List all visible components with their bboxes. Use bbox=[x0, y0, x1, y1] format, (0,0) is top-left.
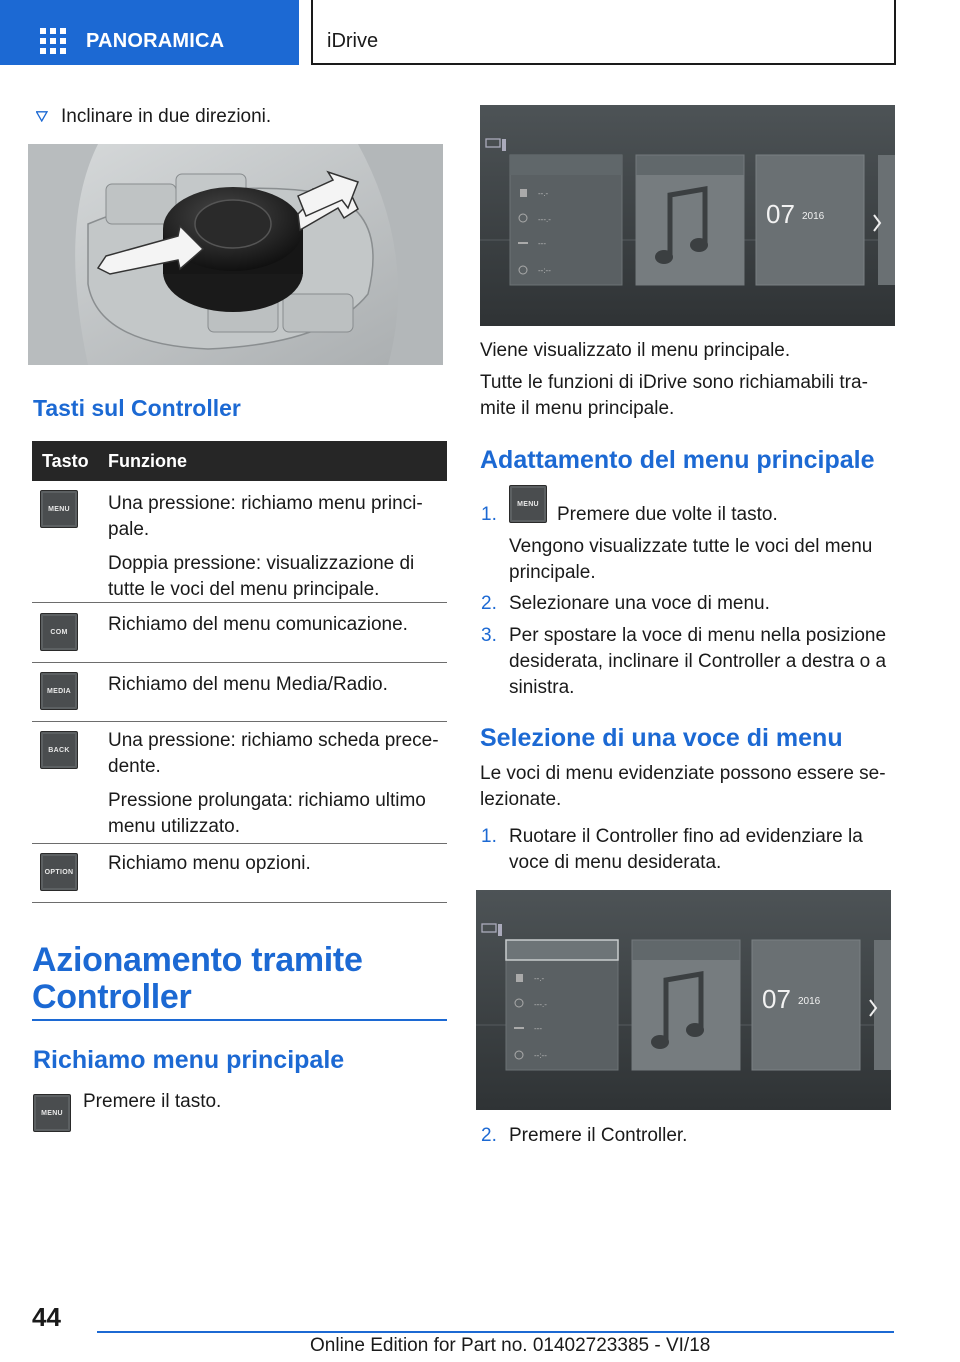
richiamo-heading: Richiamo menu principale bbox=[33, 1046, 345, 1074]
azionamento-heading bbox=[32, 942, 363, 1016]
screen-value: --.- bbox=[534, 974, 545, 983]
menu-key-icon: MENU bbox=[509, 485, 547, 523]
step-text: Premere il Controller. bbox=[509, 1125, 688, 1146]
step-number: 2. bbox=[481, 593, 497, 614]
step-text: Selezionare una voce di menu. bbox=[509, 593, 770, 614]
heading-line: Controller bbox=[32, 978, 192, 1016]
media-key-icon: MEDIA bbox=[40, 672, 78, 710]
step-text bbox=[509, 534, 872, 586]
adattamento-heading: Adattamento del menu principale bbox=[480, 446, 875, 474]
screen-year: 2016 bbox=[798, 996, 821, 1007]
text-line: sinistra. bbox=[509, 677, 575, 698]
section-label: iDrive bbox=[327, 30, 379, 52]
bullet-text: Inclinare in due direzioni. bbox=[61, 106, 272, 127]
footer-rule bbox=[97, 1331, 894, 1333]
table-header bbox=[32, 441, 447, 481]
row-line: dente. bbox=[108, 756, 161, 777]
row-line: Una pressione: richiamo menu princi- bbox=[108, 493, 423, 514]
com-key-icon: COM bbox=[40, 613, 78, 651]
text-line: desiderata, inclinare il Controller a destra o a bbox=[509, 651, 887, 672]
table-divider bbox=[32, 721, 447, 722]
screen-value: --- bbox=[538, 239, 546, 248]
text-line: Ruotare il Controller fino ad evidenziare la bbox=[509, 826, 863, 847]
page-number: 44 bbox=[32, 1302, 61, 1332]
table-row-func: Richiamo menu opzioni. bbox=[108, 853, 311, 874]
section-tab[interactable] bbox=[311, 0, 896, 65]
tasti-heading: Tasti sul Controller bbox=[33, 395, 241, 421]
screen-value: --.- bbox=[538, 189, 549, 198]
step-text bbox=[509, 824, 863, 876]
row-line: Doppia pressione: visualizzazione di bbox=[108, 553, 415, 574]
text-line: Tutte le funzioni di iDrive sono richiamabili tra- bbox=[480, 372, 868, 393]
table-divider bbox=[32, 602, 447, 603]
richiamo-text: Premere il tasto. bbox=[83, 1091, 222, 1112]
step-number: 2. bbox=[481, 1125, 497, 1146]
step-number: 3. bbox=[481, 625, 497, 646]
screen-value: --:-- bbox=[538, 266, 551, 275]
row-line: menu utilizzato. bbox=[108, 816, 241, 837]
table-row-func bbox=[108, 491, 423, 603]
screen-value: ---.- bbox=[538, 215, 551, 224]
heading-line: Azionamento tramite bbox=[32, 941, 363, 979]
text-line: mite il menu principale. bbox=[480, 398, 675, 419]
step-number: 1. bbox=[481, 826, 497, 847]
step-text bbox=[509, 623, 886, 701]
table-divider bbox=[32, 662, 447, 663]
row-line: Una pressione: richiamo scheda prece- bbox=[108, 730, 439, 751]
text-line: principale. bbox=[509, 562, 596, 583]
option-key-icon: OPTION bbox=[40, 853, 78, 891]
back-key-icon: BACK bbox=[40, 731, 78, 769]
row-line: pale. bbox=[108, 519, 150, 540]
selezione-text bbox=[480, 761, 886, 813]
screen-value: ---.- bbox=[534, 1000, 547, 1009]
tutte-text bbox=[480, 370, 868, 422]
screen-date: 07 bbox=[762, 984, 791, 1014]
text-line: Le voci di menu evidenziate possono essere se- bbox=[480, 763, 886, 784]
screen-date: 07 bbox=[766, 199, 795, 229]
selezione-heading: Selezione di una voce di menu bbox=[480, 724, 843, 752]
row-line: tutte le voci del menu principale. bbox=[108, 579, 380, 600]
col-key-header: Tasto bbox=[42, 451, 89, 471]
edition-text: Online Edition for Part no. 01402723385 - VI/18 bbox=[310, 1335, 711, 1356]
idrive-screen-2 bbox=[476, 890, 891, 1110]
col-func-header: Funzione bbox=[108, 451, 187, 471]
bullet-triangle-icon bbox=[36, 111, 48, 122]
table-row-func: Richiamo del menu comunicazione. bbox=[108, 614, 408, 635]
step-text: Premere due volte il tasto. bbox=[557, 504, 778, 525]
row-line: Pressione prolungata: richiamo ultimo bbox=[108, 790, 426, 811]
text-line: Vengono visualizzate tutte le voci del menu bbox=[509, 536, 873, 557]
screen-value: --- bbox=[534, 1024, 542, 1033]
viene-text: Viene visualizzato il menu principale. bbox=[480, 340, 791, 361]
heading-underline bbox=[32, 1019, 447, 1021]
table-row-func bbox=[108, 728, 439, 840]
menu-key-icon: MENU bbox=[33, 1094, 71, 1132]
menu-key-icon: MENU bbox=[40, 490, 78, 528]
controller-photo bbox=[28, 144, 443, 365]
text-line: lezionate. bbox=[480, 789, 562, 810]
text-line: voce di menu desiderata. bbox=[509, 852, 722, 873]
table-row-func: Richiamo del menu Media/Radio. bbox=[108, 674, 388, 695]
table-divider bbox=[32, 902, 447, 903]
screen-value: --:-- bbox=[534, 1051, 547, 1060]
table-divider bbox=[32, 843, 447, 844]
grid-icon bbox=[40, 28, 66, 54]
overview-label: PANORAMICA bbox=[86, 30, 225, 52]
overview-tab[interactable] bbox=[0, 0, 299, 65]
text-line: Per spostare la voce di menu nella posizione bbox=[509, 625, 887, 646]
step-number: 1. bbox=[481, 504, 497, 525]
screen-year: 2016 bbox=[802, 211, 825, 222]
idrive-screen-1 bbox=[480, 105, 895, 326]
